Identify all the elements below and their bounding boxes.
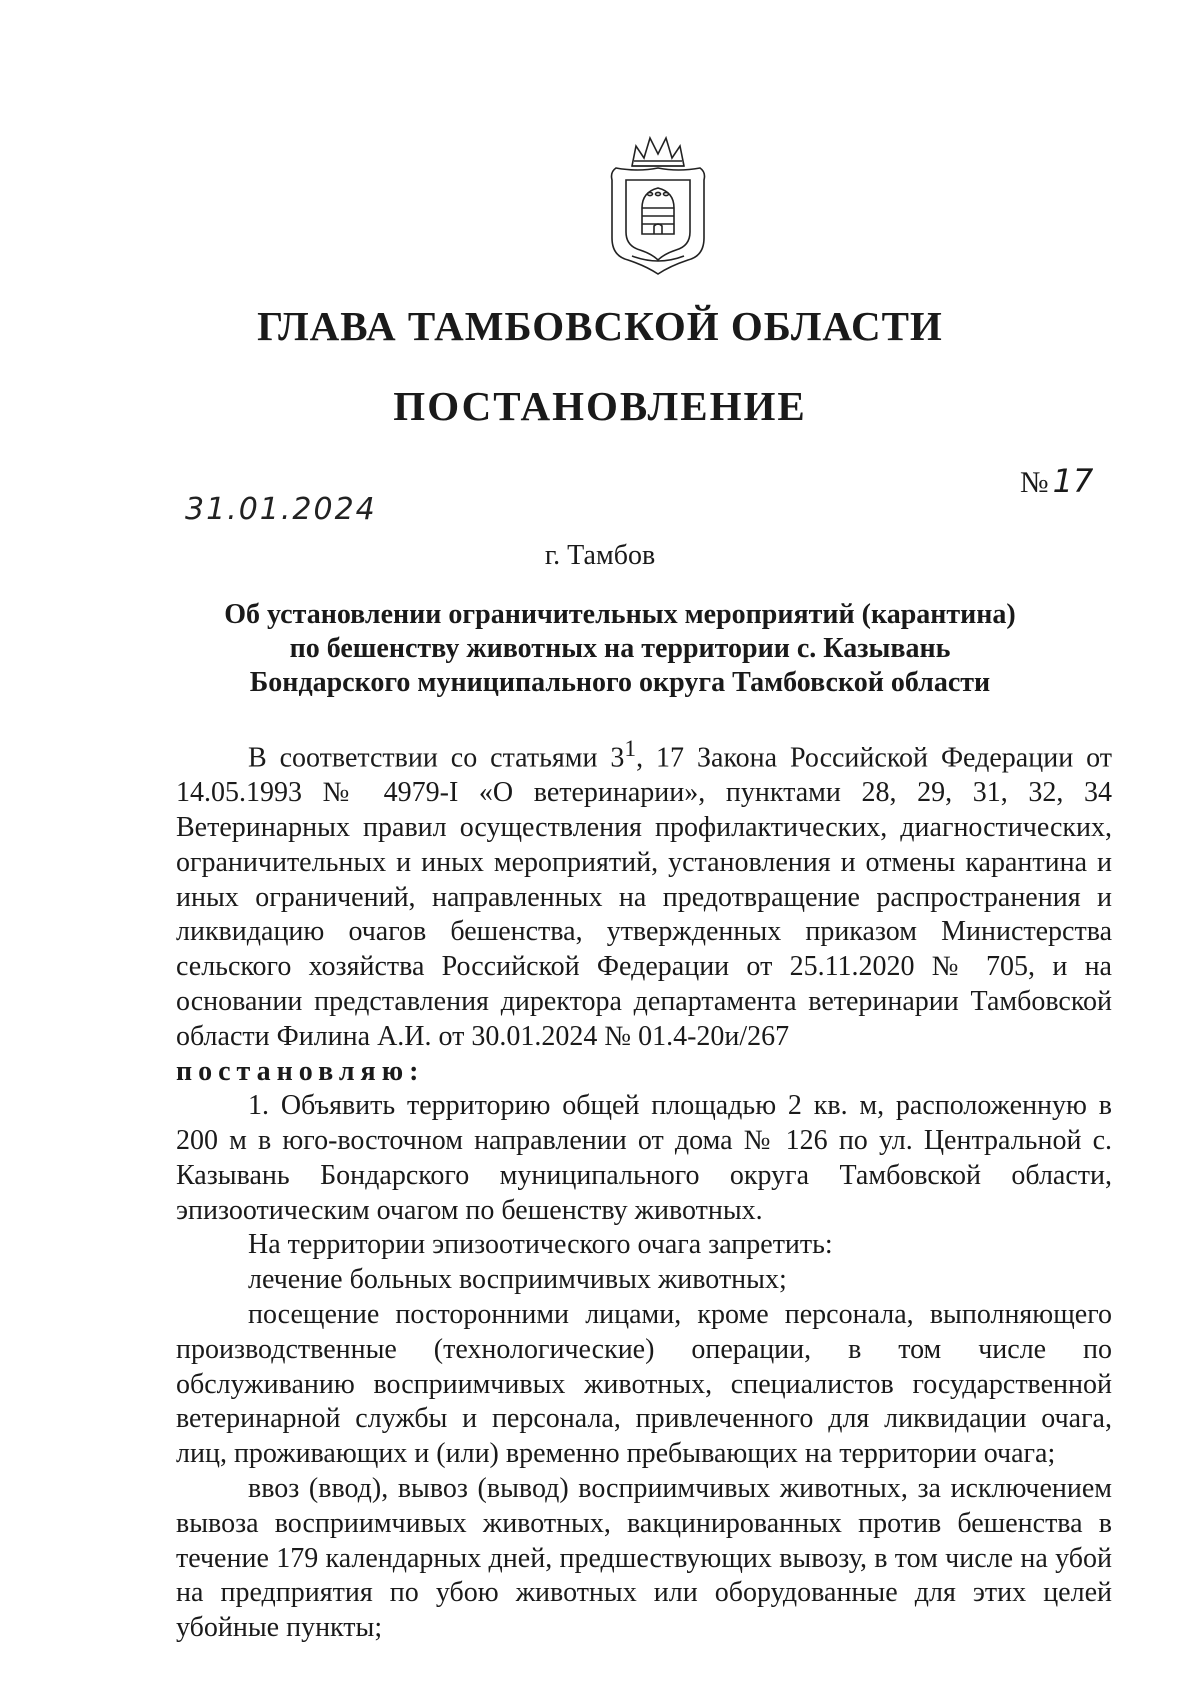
- preamble-text-cont: , 17 Закона Российской Федерации от 14.05.1993 № 4979-I «О ветеринарии», пунктами 28, 29, 31, 32, 34 Ветеринарных правил осуществления профилактических, диагностических, ограничительных и иных мероприятий, установления и отмены карантина и иных ограничений, направленных на предотвращение распространения и ликвидацию очагов бешенства, утвержденных приказом Министерства сельского хозяйства Российской Федерации от 25.11.2020 № 705, и на основании представления директора департамента ветеринарии Тамбовской области Филина А.И. от 30.01.2024 № 01.4-20и/267: [176, 742, 1112, 1052]
- document-body: [176, 732, 1112, 1646]
- prohibition-item: посещение посторонними лицами, кроме персонала, выполняющего производственные (технологические) операции, в том числе по обслуживанию восприимчивых животных, специалистов государственной ветеринарной службы и персонала, привлеченного для ликвидации очага, лиц, проживающих и (или) временно пребывающих на территории очага;: [176, 1299, 1112, 1470]
- prohibition-item: ввоз (ввод), вывоз (вывод) восприимчивых животных, за исключением вывоза восприимчивых животных, вакцинированных против бешенства в течение 179 календарных дней, предшествующих вывозу, в том числе на убой на предприятия по убою животных или оборудованные для этих целей убойные пункты;: [176, 1473, 1112, 1644]
- preamble-text: В соответствии со статьями 3: [248, 742, 625, 774]
- prohibition-intro: На территории эпизоотического очага запретить:: [248, 1229, 833, 1261]
- document-city: г. Тамбов: [544, 540, 656, 571]
- number-value: 17: [1052, 462, 1094, 500]
- item-1-paragraph: 1. Объявить территорию общей площадью 2 кв. м, расположенную в 200 м в юго-восточном направлении от дома № 126 по ул. Центральной с. Казывань Бондарского муниципального округа Тамбовской области, эпизоотическим очагом по бешенству животных.: [176, 1090, 1112, 1226]
- title-line: Бондарского муниципального округа Тамбовской области: [249, 667, 991, 698]
- document-number: [1020, 462, 1093, 500]
- title-line: Об установлении ограничительных мероприятий (карантина): [224, 599, 1016, 630]
- decree-word: постановляю:: [176, 1055, 425, 1087]
- coat-of-arms-icon: [602, 128, 714, 278]
- title-line: по бешенству животных на территории с. Казывань: [289, 633, 951, 664]
- article-superscript: 1: [624, 736, 637, 762]
- authority-heading: ГЛАВА ТАМБОВСКОЙ ОБЛАСТИ: [257, 303, 943, 349]
- preamble-paragraph: [176, 732, 1112, 1055]
- document-date: 31.01.2024: [185, 492, 377, 527]
- document-title: [150, 598, 1090, 700]
- number-label: №: [1020, 466, 1049, 499]
- prohibition-item: лечение больных восприимчивых животных;: [248, 1264, 787, 1296]
- document-type-heading: ПОСТАНОВЛЕНИЕ: [393, 383, 807, 429]
